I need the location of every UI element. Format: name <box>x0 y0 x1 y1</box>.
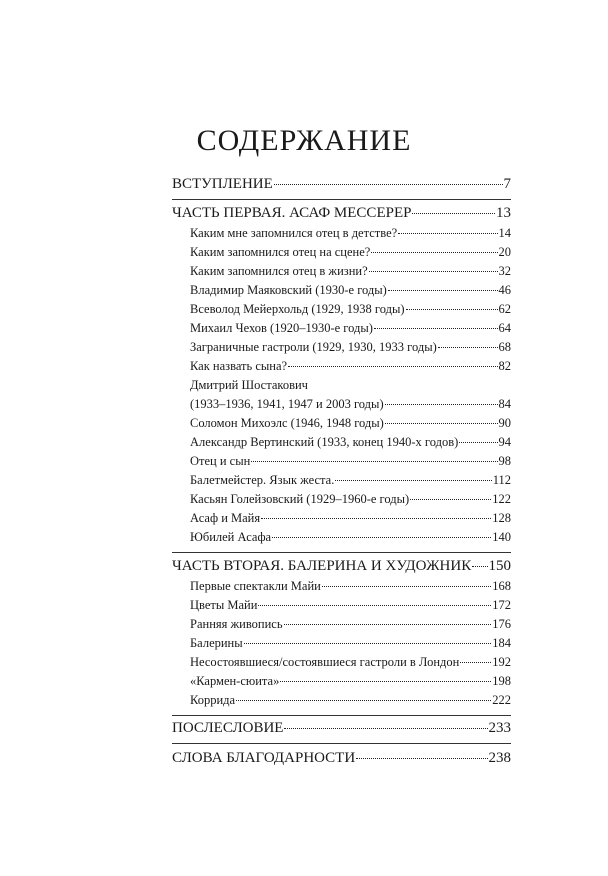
toc-entry-label: «Кармен-сюита» <box>190 674 280 688</box>
page-title: СОДЕРЖАНИЕ <box>196 124 412 157</box>
toc-subentry[interactable] <box>190 340 511 355</box>
toc-entry-label: Юбилей Асафа <box>190 530 272 544</box>
dot-leader <box>374 328 498 329</box>
toc-entry-acknowledgements[interactable] <box>172 750 511 767</box>
dot-leader <box>371 252 497 253</box>
toc-entry-label: Всеволод Мейерхольд (1929, 1938 годы) <box>190 302 405 316</box>
toc-entry-label: Несостоявшиеся/состоявшиеся гастроли в Лондон <box>190 655 460 669</box>
toc-entry-label: Асаф и Майя <box>190 511 261 525</box>
toc-page-number: 238 <box>488 750 511 766</box>
toc-page-number: 94 <box>498 435 511 449</box>
dot-leader <box>460 662 491 663</box>
dot-leader <box>472 566 487 567</box>
toc-page-number: 233 <box>488 720 511 736</box>
toc-subentry[interactable] <box>190 511 511 526</box>
toc-entry-part-two[interactable] <box>172 558 511 575</box>
toc-entry-intro[interactable] <box>172 176 511 193</box>
toc-entry-label: Соломон Михоэлс (1946, 1948 годы) <box>190 416 384 430</box>
dot-leader <box>261 518 491 519</box>
dot-leader <box>459 442 497 443</box>
dot-leader <box>412 213 495 214</box>
toc-entry-part-one[interactable] <box>172 205 511 222</box>
toc-entry-label: Каким мне запомнился отец в детстве? <box>190 226 398 240</box>
toc-entry-label: Как назвать сына? <box>190 359 288 373</box>
toc-page-number: 84 <box>498 397 511 411</box>
dot-leader <box>284 728 487 729</box>
toc-subentry[interactable] <box>190 397 511 412</box>
toc-page-number: 128 <box>492 511 511 525</box>
toc-subentry[interactable] <box>190 693 511 708</box>
dot-leader <box>438 347 498 348</box>
toc-subentry[interactable] <box>190 454 511 469</box>
toc-entry-label: СЛОВА БЛАГОДАРНОСТИ <box>172 750 356 766</box>
toc-page-number: 14 <box>498 226 511 240</box>
dot-leader <box>398 233 497 234</box>
dot-leader <box>322 586 491 587</box>
dot-leader <box>244 643 492 644</box>
toc-subentry[interactable] <box>190 283 511 298</box>
toc-subentry[interactable] <box>190 674 511 689</box>
toc-page-number: 68 <box>498 340 511 354</box>
toc-entry-label: Каким запомнился отец в жизни? <box>190 264 368 278</box>
toc-entry-label: Каким запомнился отец на сцене? <box>190 245 371 259</box>
toc-entry-label: ВСТУПЛЕНИЕ <box>172 176 273 192</box>
dot-leader <box>385 423 498 424</box>
dot-leader <box>369 271 498 272</box>
toc-page-number: 222 <box>492 693 511 707</box>
toc-page-number: 46 <box>498 283 511 297</box>
toc-entry-label: ЧАСТЬ ВТОРАЯ. БАЛЕРИНА И ХУДОЖНИК <box>172 558 472 574</box>
toc-subentry[interactable] <box>190 655 511 670</box>
dot-leader <box>335 480 491 481</box>
toc-entry-label: ЧАСТЬ ПЕРВАЯ. АСАФ МЕССЕРЕР <box>172 205 412 221</box>
dot-leader <box>385 404 498 405</box>
toc-page-number: 90 <box>498 416 511 430</box>
toc-page-number: 112 <box>492 473 511 487</box>
toc-subentry[interactable] <box>190 530 511 545</box>
section-divider <box>172 743 511 744</box>
section-divider <box>172 715 511 716</box>
toc-subentry[interactable] <box>190 579 511 594</box>
toc-page-number: 32 <box>498 264 511 278</box>
toc-entry-label: Михаил Чехов (1920–1930-е годы) <box>190 321 373 335</box>
dot-leader <box>272 537 491 538</box>
toc-subentry[interactable] <box>190 617 511 632</box>
toc-entry-label: Первые спектакли Майи <box>190 579 321 593</box>
toc-page-number: 140 <box>492 530 511 544</box>
toc-page-number: 7 <box>503 176 511 192</box>
dot-leader <box>406 309 498 310</box>
toc-entry-label: (1933–1936, 1941, 1947 и 2003 годы) <box>190 397 384 411</box>
dot-leader <box>284 624 492 625</box>
toc-entry-label: Коррида <box>190 693 236 707</box>
toc-page-number: 122 <box>492 492 511 506</box>
section-divider <box>172 199 511 200</box>
toc-page-number: 168 <box>492 579 511 593</box>
toc-entry-label: Балерины <box>190 636 243 650</box>
toc-entry-label: ПОСЛЕСЛОВИЕ <box>172 720 284 736</box>
toc-page-number: 176 <box>492 617 511 631</box>
toc-entry-label: Владимир Маяковский (1930-е годы) <box>190 283 387 297</box>
toc-entry-label: Заграничные гастроли (1929, 1930, 1933 годы) <box>190 340 437 354</box>
dot-leader <box>356 758 487 759</box>
dot-leader <box>280 681 491 682</box>
toc-page-number: 82 <box>498 359 511 373</box>
toc-entry-label: Цветы Майи <box>190 598 258 612</box>
toc-subentry-first-line[interactable]: Дмитрий Шостакович <box>190 378 308 392</box>
dot-leader <box>288 366 497 367</box>
toc-subentry[interactable] <box>190 636 511 651</box>
toc-subentry[interactable] <box>190 302 511 317</box>
toc-subentry[interactable] <box>190 245 511 260</box>
toc-page-number: 192 <box>492 655 511 669</box>
toc-subentry[interactable] <box>190 492 511 507</box>
toc-page-number: 98 <box>498 454 511 468</box>
toc-page-number: 20 <box>498 245 511 259</box>
toc-subentry[interactable] <box>190 598 511 613</box>
toc-entry-label: Отец и сын <box>190 454 251 468</box>
toc-subentry[interactable] <box>190 359 511 374</box>
dot-leader <box>236 700 491 701</box>
dot-leader <box>258 605 491 606</box>
section-divider <box>172 552 511 553</box>
toc-entry-label: Ранняя живопись <box>190 617 283 631</box>
dot-leader <box>410 499 491 500</box>
toc-page-number: 64 <box>498 321 511 335</box>
toc-subentry[interactable] <box>190 264 511 279</box>
toc-entry-afterword[interactable] <box>172 720 511 737</box>
toc-page-number: 13 <box>496 205 511 221</box>
toc-subentry[interactable] <box>190 321 511 336</box>
dot-leader <box>274 184 503 185</box>
toc-page-number: 184 <box>492 636 511 650</box>
toc-subentry[interactable] <box>190 473 511 488</box>
toc-page-number: 150 <box>488 558 511 574</box>
toc-subentry[interactable] <box>190 435 511 450</box>
toc-page-number: 172 <box>492 598 511 612</box>
toc-entry-label: Балетмейстер. Язык жеста. <box>190 473 335 487</box>
toc-entry-label: Александр Вертинский (1933, конец 1940-х годов) <box>190 435 459 449</box>
toc-subentry[interactable] <box>190 416 511 431</box>
toc-page-number: 62 <box>498 302 511 316</box>
toc-page-number: 198 <box>492 674 511 688</box>
dot-leader <box>251 461 497 462</box>
toc-entry-label: Касьян Голейзовский (1929–1960-е годы) <box>190 492 410 506</box>
toc-subentry[interactable] <box>190 226 511 241</box>
dot-leader <box>388 290 498 291</box>
